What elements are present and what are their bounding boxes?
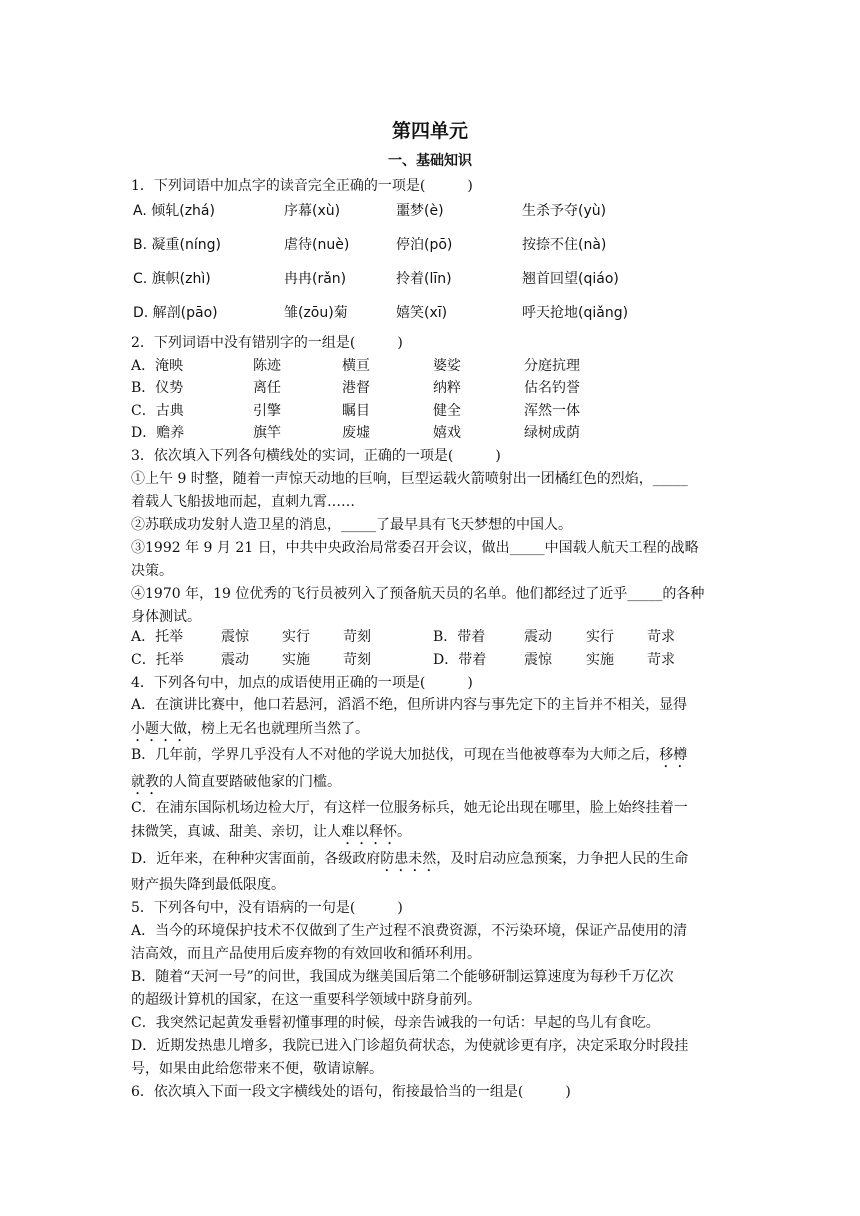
q2-b-3: 港督 xyxy=(342,380,370,396)
q3-b-1: B．带着 xyxy=(433,629,486,645)
question-6-stem: 6．依次填入下面一段文字横线处的语句，衔接最恰当的一组是( ) xyxy=(131,1084,571,1100)
q2-c-4: 健全 xyxy=(433,403,461,419)
q2-c-5: 浑然一体 xyxy=(524,403,580,419)
q5-option-a: A．当今的环境保护技术不仅做到了生产过程不浪费资源，不污染环境，保证产品使用的清 xyxy=(131,923,688,939)
q3-a-1: A．托举 xyxy=(131,629,184,645)
question-1-stem: 1．下列词语中加点字的读音完全正确的一项是( ) xyxy=(131,178,473,194)
q3-c-2: 震动 xyxy=(221,652,249,668)
q2-c-2: 引擎 xyxy=(253,403,281,419)
q1-a-item-1: A. 倾轧(zhá) xyxy=(133,203,215,219)
q3-sentence-4-cont: 身体测试。 xyxy=(131,609,201,625)
q3-d-1: D．带着 xyxy=(433,652,487,668)
question-5-stem: 5．下列各句中，没有语病的一句是( ) xyxy=(131,900,403,916)
q4-b-idiom-part-1: 移樽 xyxy=(659,747,688,763)
q2-a-1: A．淹映 xyxy=(131,358,184,374)
q4-a-rest: ，榜上无名也就理所当然了。 xyxy=(187,721,369,737)
q4-c-rest: 。 xyxy=(397,824,411,840)
q3-sentence-3-cont: 决策。 xyxy=(131,563,173,579)
q3-c-1: C．托举 xyxy=(131,652,184,668)
q3-b-2: 震动 xyxy=(524,629,552,645)
q4-b-idiom-part-2: 就教 xyxy=(131,774,159,790)
q1-b-item-2: 虐待(nuè) xyxy=(284,237,350,253)
q1-b-item-3: 停泊(pō) xyxy=(396,237,453,253)
q2-d-1: D．赡养 xyxy=(131,425,185,441)
q3-d-4: 苛求 xyxy=(647,652,675,668)
q1-c-item-3: 拎着(līn) xyxy=(396,271,452,287)
q5-option-d-cont: 号，如果由此给您带来不便，敬请谅解。 xyxy=(131,1061,383,1077)
q1-d-item-2: 雏(zōu)菊 xyxy=(284,305,348,321)
q4-option-d xyxy=(131,848,688,875)
q2-c-1: C．古典 xyxy=(131,403,184,419)
q2-d-4: 嬉戏 xyxy=(433,425,461,441)
q1-c-item-2: 冉冉(rǎn) xyxy=(284,271,347,287)
q5-option-b-cont: 的超级计算机的国家，在这一重要科学领域中跻身前列。 xyxy=(131,992,481,1008)
question-4-stem: 4．下列各句中，加点的成语使用正确的一项是( ) xyxy=(131,675,473,691)
q2-d-2: 旗竿 xyxy=(253,425,281,441)
q2-a-4: 婆娑 xyxy=(433,358,461,374)
q4-option-d-cont: 财产损失降到最低限度。 xyxy=(131,877,285,893)
q3-d-2: 震惊 xyxy=(524,652,552,668)
q3-sentence-1-cont: 着载人飞船拔地而起，直刺九霄…… xyxy=(131,494,355,510)
q4-d-rest: ，及时启动应急预案，力争把人民的生命 xyxy=(436,851,689,867)
q1-d-item-4: 呼天抢地(qiǎng) xyxy=(522,305,629,321)
q3-a-4: 苛刻 xyxy=(343,629,371,645)
q4-option-b-cont xyxy=(131,771,341,798)
q3-d-3: 实施 xyxy=(586,652,614,668)
q2-a-3: 横亘 xyxy=(342,358,370,374)
q4-option-c: C．在浦东国际机场边检大厅，有这样一位服务标兵，她无论出现在哪里，脸上始终挂着一 xyxy=(131,800,688,816)
q4-option-a: A．在演讲比赛中，他口若悬河，滔滔不绝，但所讲内容与事先定下的主旨并不相关，显得 xyxy=(131,697,688,713)
q4-c-pre: 抹微笑，真诚、甜美、亲切，让人 xyxy=(131,824,341,840)
q2-d-5: 绿树成荫 xyxy=(524,425,580,441)
q4-c-idiom: 难以释怀 xyxy=(341,824,397,840)
q1-c-item-4: 翘首回望(qiáo) xyxy=(522,271,619,287)
q5-option-b: B．随着“天河一号”的问世，我国成为继美国后第二个能够研制运算速度为每秒千万亿次 xyxy=(131,969,674,985)
q2-b-2: 离任 xyxy=(253,380,281,396)
q1-a-item-2: 序幕(xù) xyxy=(284,203,341,219)
q3-a-2: 震惊 xyxy=(221,629,249,645)
q2-b-5: 估名钓誉 xyxy=(524,380,580,396)
q1-c-item-1: C. 旗帜(zhì) xyxy=(133,271,211,287)
page-title: 第四单元 xyxy=(391,120,468,142)
question-2-stem: 2．下列词语中没有错别字的一组是( ) xyxy=(131,335,403,351)
q3-c-4: 苛刻 xyxy=(343,652,371,668)
q2-b-1: B．仪势 xyxy=(131,380,184,396)
q4-b-text: B．几年前，学界几乎没有人不对他的学说大加挞伐，可现在当他被尊奉为大师之后， xyxy=(131,747,660,763)
question-3-stem: 3．依次填入下列各句横线处的实词，正确的一项是( ) xyxy=(131,448,501,464)
q4-option-a-cont xyxy=(131,718,369,745)
q2-a-5: 分庭抗理 xyxy=(524,358,580,374)
q1-d-item-3: 嬉笑(xī) xyxy=(396,305,448,321)
q1-b-item-4: 按捺不住(nà) xyxy=(522,237,607,253)
q4-option-b xyxy=(131,744,687,771)
q3-sentence-2: ②苏联成功发射人造卫星的消息，_____了最早具有飞天梦想的中国人。 xyxy=(131,517,572,533)
q5-option-d: D．近期发热患儿增多，我院已进入门诊超负荷状态，为使就诊更有序，决定采取分时段挂 xyxy=(131,1038,689,1054)
q3-sentence-3: ③1992 年 9 月 21 日，中共中央政治局常委召开会议，做出_____中国载人航天工程的战略 xyxy=(131,540,699,556)
section-heading: 一、基础知识 xyxy=(388,153,472,169)
q4-b-rest: 的人简直要踏破他家的门槛。 xyxy=(159,774,341,790)
q4-d-pre: D．近年来，在种种灾害面前，各级政府 xyxy=(131,851,381,867)
q4-a-idiom: 小题大做 xyxy=(131,721,187,737)
q5-option-c: C．我突然记起黄发垂髫初懂事理的时候，母亲告诫我的一句话：早起的鸟儿有食吃。 xyxy=(131,1015,660,1031)
q1-a-item-3: 噩梦(è) xyxy=(396,203,444,219)
q2-c-3: 瞩目 xyxy=(342,403,370,419)
q2-d-3: 废墟 xyxy=(342,425,370,441)
q3-c-3: 实施 xyxy=(282,652,310,668)
q3-sentence-1: ①上午 9 时整，随着一声惊天动地的巨响，巨型运载火箭喷射出一团橘红色的烈焰，_____ xyxy=(131,471,688,487)
q3-sentence-4: ④1970 年，19 位优秀的飞行员被列入了预备航天员的名单。他们都经过了近乎_____的各种 xyxy=(131,586,705,602)
q4-option-c-cont xyxy=(131,821,411,848)
q1-d-item-1: D. 解剖(pāo) xyxy=(133,305,218,321)
q4-d-idiom: 防患未然 xyxy=(380,851,437,867)
q5-option-a-cont: 洁高效，而且产品使用后废弃物的有效回收和循环利用。 xyxy=(131,946,481,962)
q2-a-2: 陈迹 xyxy=(253,358,281,374)
q3-a-3: 实行 xyxy=(282,629,310,645)
q1-b-item-1: B. 凝重(níng) xyxy=(133,237,221,253)
q3-b-4: 苛求 xyxy=(647,629,675,645)
q2-b-4: 纳粹 xyxy=(433,380,461,396)
q3-b-3: 实行 xyxy=(586,629,614,645)
q1-a-item-4: 生杀予夺(yù) xyxy=(522,203,607,219)
